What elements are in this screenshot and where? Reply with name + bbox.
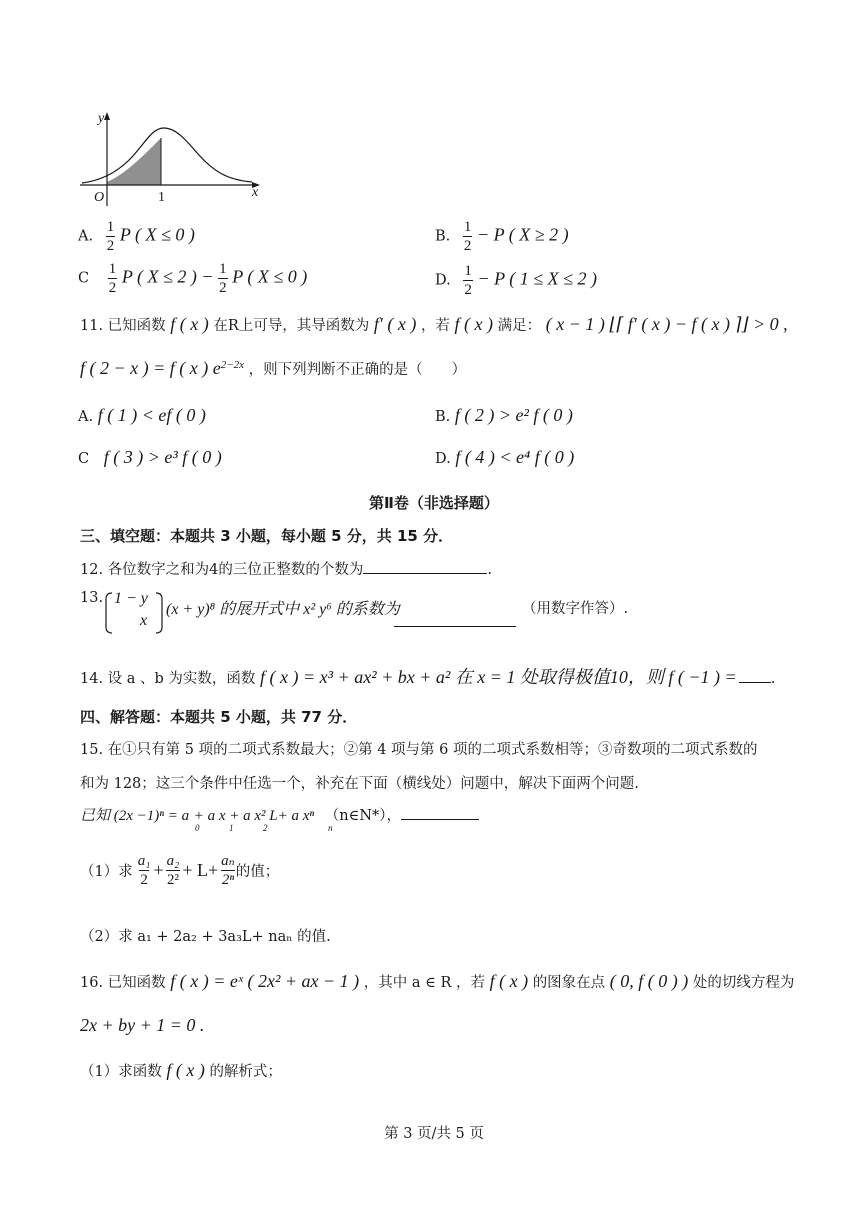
math: ( x − 1 ) ⌊⌈ f′ ( x ) − f ( x ) ⌉⌋ > 0 , — [545, 314, 788, 334]
answer-blank[interactable] — [363, 559, 487, 574]
option-expression: − P ( X ≥ 2 ) — [476, 224, 569, 245]
fraction: $\frac{1}{2}$ — [463, 219, 472, 254]
math: f ( 2 − x ) = f ( x ) e — [80, 358, 221, 378]
question-number: 13. — [80, 590, 104, 606]
option-letter: C — [78, 270, 90, 287]
origin-label: O — [94, 190, 105, 205]
tick-label-1: 1 — [158, 190, 165, 205]
section4-heading: 四、解答题：本题共 5 小题，共 77 分． — [80, 708, 358, 726]
subscript: n — [328, 823, 333, 833]
text: 满足： — [497, 318, 542, 334]
option-expression: f ( 2 ) > e² f ( 0 ) — [454, 405, 573, 425]
math: f ( x ) — [489, 971, 529, 991]
math: f′ ( x ) — [373, 314, 417, 334]
q16-line1 — [80, 971, 794, 992]
question-text: 12. 各位数字之和为4的三位正整数的个数为 — [80, 562, 364, 578]
text: 的值； — [235, 864, 280, 880]
q13-bottom: x — [140, 612, 148, 629]
text: （1）求函数 — [80, 1064, 162, 1080]
q15-line2: 和为 128；这三个条件中任选一个，补充在下面（横线处）问题中，解决下面两个问题. — [80, 776, 639, 792]
option-d — [435, 262, 597, 299]
answer-blank[interactable] — [739, 670, 771, 683]
q13 — [80, 590, 103, 606]
fraction: $\frac{1}{2}$ — [108, 261, 117, 296]
text: ，其中 a ∈ R ，若 — [363, 975, 485, 991]
math: ( 0, f ( 0 ) ) — [609, 971, 689, 991]
subscript: 1 — [229, 823, 234, 833]
fraction: $\frac{\text{a₁}}{2}$ — [137, 853, 151, 888]
option-expression: P ( X ≤ 2 ) − — [121, 266, 214, 287]
option-letter: D. — [435, 272, 451, 289]
text: 在R上可导，其导函数为 — [213, 318, 370, 334]
text: ，若 — [420, 318, 450, 334]
text: 处的切线方程为 — [692, 975, 795, 991]
option-expression: P ( X ≤ 0 ) — [119, 224, 195, 245]
shaded-area — [107, 138, 161, 185]
q15-part1: （1）求 $\frac{\text{a₁}}{2}$ + $\frac{\text{a₂}}{\text{2²}}$ + L+ $\frac{\text{aₙ}}{\text{2ⁿ}}$ 的值； — [80, 853, 280, 888]
axis-y-label: y — [98, 111, 105, 126]
subscript: 0 — [195, 823, 200, 833]
option-b — [435, 218, 569, 255]
axis-x-label: x — [252, 185, 259, 200]
math: + a x + a x² L+ a xⁿ — [193, 808, 315, 824]
option-letter: B. — [435, 228, 451, 245]
option-letter: D. — [435, 451, 451, 467]
math: 已知 (2x −1)ⁿ = a — [80, 808, 190, 824]
q15-line1: 15. 在①只有第 5 项的二项式系数最大；②第 4 项与第 6 项的二项式系数相等；③奇数项的二项式系数的 — [80, 742, 758, 758]
text: ，则下列判断不正确的是（ ） — [248, 362, 467, 378]
option-c — [78, 260, 307, 297]
option-expression: P ( X ≤ 0 ) — [232, 266, 308, 287]
option-a — [78, 218, 195, 255]
section3-heading: 三、填空题：本题共 3 小题，每小题 5 分，共 15 分． — [80, 527, 454, 545]
q11-option-b — [435, 405, 573, 426]
option-letter: C — [78, 451, 90, 467]
fraction: $\frac{1}{2}$ — [106, 219, 115, 254]
text: 的图象在点 — [532, 975, 606, 991]
q11-option-c — [78, 447, 222, 468]
fraction: $\frac{1}{2}$ — [464, 263, 472, 298]
option-letter: A. — [78, 228, 94, 245]
text: 的解析式； — [209, 1064, 282, 1080]
q13-note: （用数字作答）. — [522, 601, 629, 617]
q12 — [80, 558, 492, 579]
option-letter: A. — [78, 409, 94, 425]
option-expression: − P ( 1 ≤ X ≤ 2 ) — [477, 268, 597, 289]
text: （1）求 — [80, 864, 133, 880]
q15-line3 — [80, 804, 479, 825]
fraction: $\frac{\text{a₂}}{\text{2²}}$ — [166, 853, 180, 888]
math: + L+ — [182, 860, 219, 880]
q13-top: 1 − y — [114, 590, 148, 607]
q11-option-a — [78, 405, 206, 426]
q16-part1 — [80, 1060, 282, 1081]
math: (x + y)⁸ 的展开式中 x² y⁶ 的系数为 — [166, 601, 400, 618]
q11-option-d — [435, 447, 574, 468]
q11-line2 — [80, 358, 466, 379]
q13-expr — [166, 596, 400, 619]
page-footer: 第 3 页/共 5 页 — [384, 1126, 484, 1142]
math: f ( x ) — [166, 1060, 205, 1080]
math: f ( x ) = eˣ ( 2x² + ax − 1 ) — [170, 971, 360, 991]
answer-blank[interactable] — [401, 807, 479, 820]
option-letter: B. — [435, 409, 451, 425]
math: f ( x ) — [454, 314, 494, 334]
option-expression: f ( 4 ) < e⁴ f ( 0 ) — [455, 447, 575, 467]
question-text: 14. 设 a 、b 为实数，函数 — [80, 671, 256, 687]
q11-line1 — [80, 314, 788, 335]
q15-part2: （2）求 a₁ + 2a₂ + 3a₃L+ naₙ 的值. — [80, 929, 331, 945]
option-expression: f ( 1 ) < ef ( 0 ) — [97, 405, 206, 425]
part2-title: 第Ⅱ卷（非选择题） — [369, 494, 499, 512]
fraction: $\frac{1}{2}$ — [219, 261, 227, 296]
question-number: 11. — [80, 318, 104, 334]
text: （n∈N*）， — [324, 808, 402, 824]
text: . — [770, 671, 776, 687]
text: 16. 已知函数 — [80, 975, 166, 991]
q14 — [80, 663, 775, 689]
normal-curve-graph — [76, 108, 276, 208]
math-sup: 2−2x — [220, 359, 245, 372]
math: f ( x ) — [170, 314, 209, 334]
answer-blank[interactable] — [394, 612, 516, 627]
text: 已知函数 — [107, 318, 166, 334]
math: f ( x ) = x³ + ax² + bx + a² 在 x = 1 处取得极值10，则 f ( −1 ) = — [260, 667, 737, 687]
option-expression: f ( 3 ) > e³ f ( 0 ) — [103, 447, 222, 467]
q16-line2: 2x + by + 1 = 0 . — [80, 1015, 205, 1035]
fraction: $\frac{\text{aₙ}}{\text{2ⁿ}}$ — [221, 853, 235, 888]
text: . — [487, 562, 493, 578]
subscript: 2 — [263, 823, 268, 833]
